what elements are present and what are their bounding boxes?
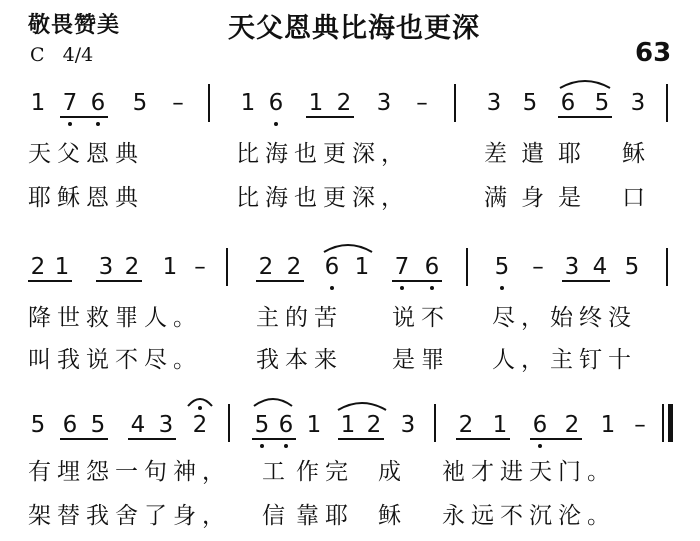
lyric-v1: 天父恩典 bbox=[28, 141, 144, 167]
underline bbox=[530, 438, 582, 440]
underline bbox=[392, 280, 442, 282]
note: 3 bbox=[564, 254, 580, 280]
lyric-v2: 信 bbox=[262, 503, 291, 529]
note: 3 bbox=[400, 412, 416, 438]
underline bbox=[96, 280, 142, 282]
note: 3 bbox=[376, 90, 392, 116]
note: 6 bbox=[560, 90, 576, 116]
fermata-arc bbox=[188, 399, 212, 406]
note: 6 bbox=[62, 412, 78, 438]
note: 1 bbox=[30, 90, 46, 116]
high-octave-dot bbox=[198, 406, 202, 410]
note: 3 bbox=[630, 90, 646, 116]
note: 2 bbox=[458, 412, 474, 438]
low-octave-dot bbox=[330, 286, 334, 290]
note: 2 bbox=[336, 90, 352, 116]
low-octave-dot bbox=[284, 444, 288, 448]
note: 5 bbox=[494, 254, 510, 280]
underline bbox=[60, 438, 108, 440]
note: 1 bbox=[308, 90, 324, 116]
lyric-v1: 降世救罪人。 bbox=[28, 305, 202, 331]
low-octave-dot bbox=[68, 122, 72, 126]
lyric-v2: 人，主钉十 bbox=[492, 347, 637, 373]
lyric-v1: 祂才进天门。 bbox=[442, 459, 616, 485]
final-barline-thin bbox=[662, 404, 664, 442]
note: 1 bbox=[354, 254, 370, 280]
song-title: 天父恩典比海也更深 bbox=[228, 13, 480, 44]
note: 2 bbox=[258, 254, 274, 280]
underline bbox=[306, 116, 354, 118]
note: 3 bbox=[98, 254, 114, 280]
note: 5 bbox=[594, 90, 610, 116]
lyric-v1: 尽，始终没 bbox=[492, 305, 637, 331]
lyric-v1: 作完 bbox=[296, 459, 354, 485]
lyric-v2: 架替我舍了身， bbox=[28, 503, 231, 529]
dash: – bbox=[416, 90, 428, 116]
low-octave-dot bbox=[400, 286, 404, 290]
note: 5 bbox=[522, 90, 538, 116]
song-number: 63 bbox=[635, 38, 672, 68]
time-signature: 4/4 bbox=[62, 44, 94, 66]
slur-mark bbox=[254, 399, 292, 406]
lyric-v2: 永远不沉沦。 bbox=[442, 503, 616, 529]
note: 6 bbox=[532, 412, 548, 438]
barline bbox=[666, 84, 668, 122]
lyric-v1: 说不 bbox=[392, 305, 450, 331]
note: 6 bbox=[90, 90, 106, 116]
low-octave-dot bbox=[96, 122, 100, 126]
note: 5 bbox=[132, 90, 148, 116]
note: 1 bbox=[600, 412, 616, 438]
slur-mark bbox=[338, 403, 386, 410]
underline bbox=[456, 438, 510, 440]
underline bbox=[338, 438, 384, 440]
dash: – bbox=[172, 90, 184, 116]
lyric-v2: 我本来 bbox=[256, 347, 343, 373]
key-signature: C bbox=[30, 44, 45, 66]
underline bbox=[558, 116, 612, 118]
barline bbox=[466, 248, 468, 286]
low-octave-dot bbox=[538, 444, 542, 448]
underline bbox=[256, 280, 304, 282]
note: 7 bbox=[62, 90, 78, 116]
note: 3 bbox=[486, 90, 502, 116]
note: 2 bbox=[564, 412, 580, 438]
lyric-v2: 靠耶 bbox=[296, 503, 354, 529]
underline bbox=[28, 280, 72, 282]
lyric-v2: 叫我说不尽。 bbox=[28, 347, 202, 373]
slur-mark bbox=[560, 81, 610, 88]
dash: – bbox=[634, 412, 646, 438]
note: 2 bbox=[366, 412, 382, 438]
low-octave-dot bbox=[430, 286, 434, 290]
low-octave-dot bbox=[274, 122, 278, 126]
low-octave-dot bbox=[260, 444, 264, 448]
slur-mark bbox=[324, 245, 372, 252]
note: 4 bbox=[592, 254, 608, 280]
collection-label: 敬畏赞美 bbox=[28, 13, 121, 38]
note: 2 bbox=[192, 412, 208, 438]
note: 7 bbox=[394, 254, 410, 280]
note: 6 bbox=[278, 412, 294, 438]
underline bbox=[562, 280, 610, 282]
barline bbox=[228, 404, 230, 442]
lyric-v1: 成 bbox=[378, 459, 407, 485]
note: 5 bbox=[624, 254, 640, 280]
note: 5 bbox=[90, 412, 106, 438]
note: 2 bbox=[30, 254, 46, 280]
note: 5 bbox=[254, 412, 270, 438]
note: 2 bbox=[286, 254, 302, 280]
final-barline-thick bbox=[668, 404, 673, 442]
note: 1 bbox=[54, 254, 70, 280]
lyric-v1: 主的苦 bbox=[256, 305, 343, 331]
barline bbox=[666, 248, 668, 286]
note: 1 bbox=[240, 90, 256, 116]
lyric-v2: 稣 bbox=[378, 503, 407, 529]
note: 1 bbox=[340, 412, 356, 438]
note: 1 bbox=[306, 412, 322, 438]
lyric-v2: 口 bbox=[622, 185, 651, 211]
lyric-v1: 工 bbox=[262, 459, 291, 485]
lyric-v2: 满身是 bbox=[484, 185, 595, 211]
note: 1 bbox=[492, 412, 508, 438]
dash: – bbox=[194, 254, 206, 280]
lyric-v1: 稣 bbox=[622, 141, 651, 167]
low-octave-dot bbox=[500, 286, 504, 290]
underline bbox=[252, 438, 296, 440]
lyric-v2: 是罪 bbox=[392, 347, 450, 373]
dash: – bbox=[532, 254, 544, 280]
barline bbox=[208, 84, 210, 122]
barline bbox=[454, 84, 456, 122]
barline bbox=[226, 248, 228, 286]
note: 1 bbox=[162, 254, 178, 280]
underline bbox=[128, 438, 176, 440]
note: 3 bbox=[158, 412, 174, 438]
barline bbox=[434, 404, 436, 442]
note: 2 bbox=[124, 254, 140, 280]
note: 6 bbox=[424, 254, 440, 280]
note: 6 bbox=[268, 90, 284, 116]
lyric-v1: 比海也更深， bbox=[236, 141, 410, 167]
note: 5 bbox=[30, 412, 46, 438]
lyric-v2: 比海也更深， bbox=[236, 185, 410, 211]
underline bbox=[60, 116, 108, 118]
note: 6 bbox=[324, 254, 340, 280]
key-time-signature bbox=[30, 44, 93, 66]
lyric-v1: 有埋怨一句神， bbox=[28, 459, 231, 485]
lyric-v1: 差遣耶 bbox=[484, 141, 595, 167]
lyric-v2: 耶稣恩典 bbox=[28, 185, 144, 211]
note: 4 bbox=[130, 412, 146, 438]
